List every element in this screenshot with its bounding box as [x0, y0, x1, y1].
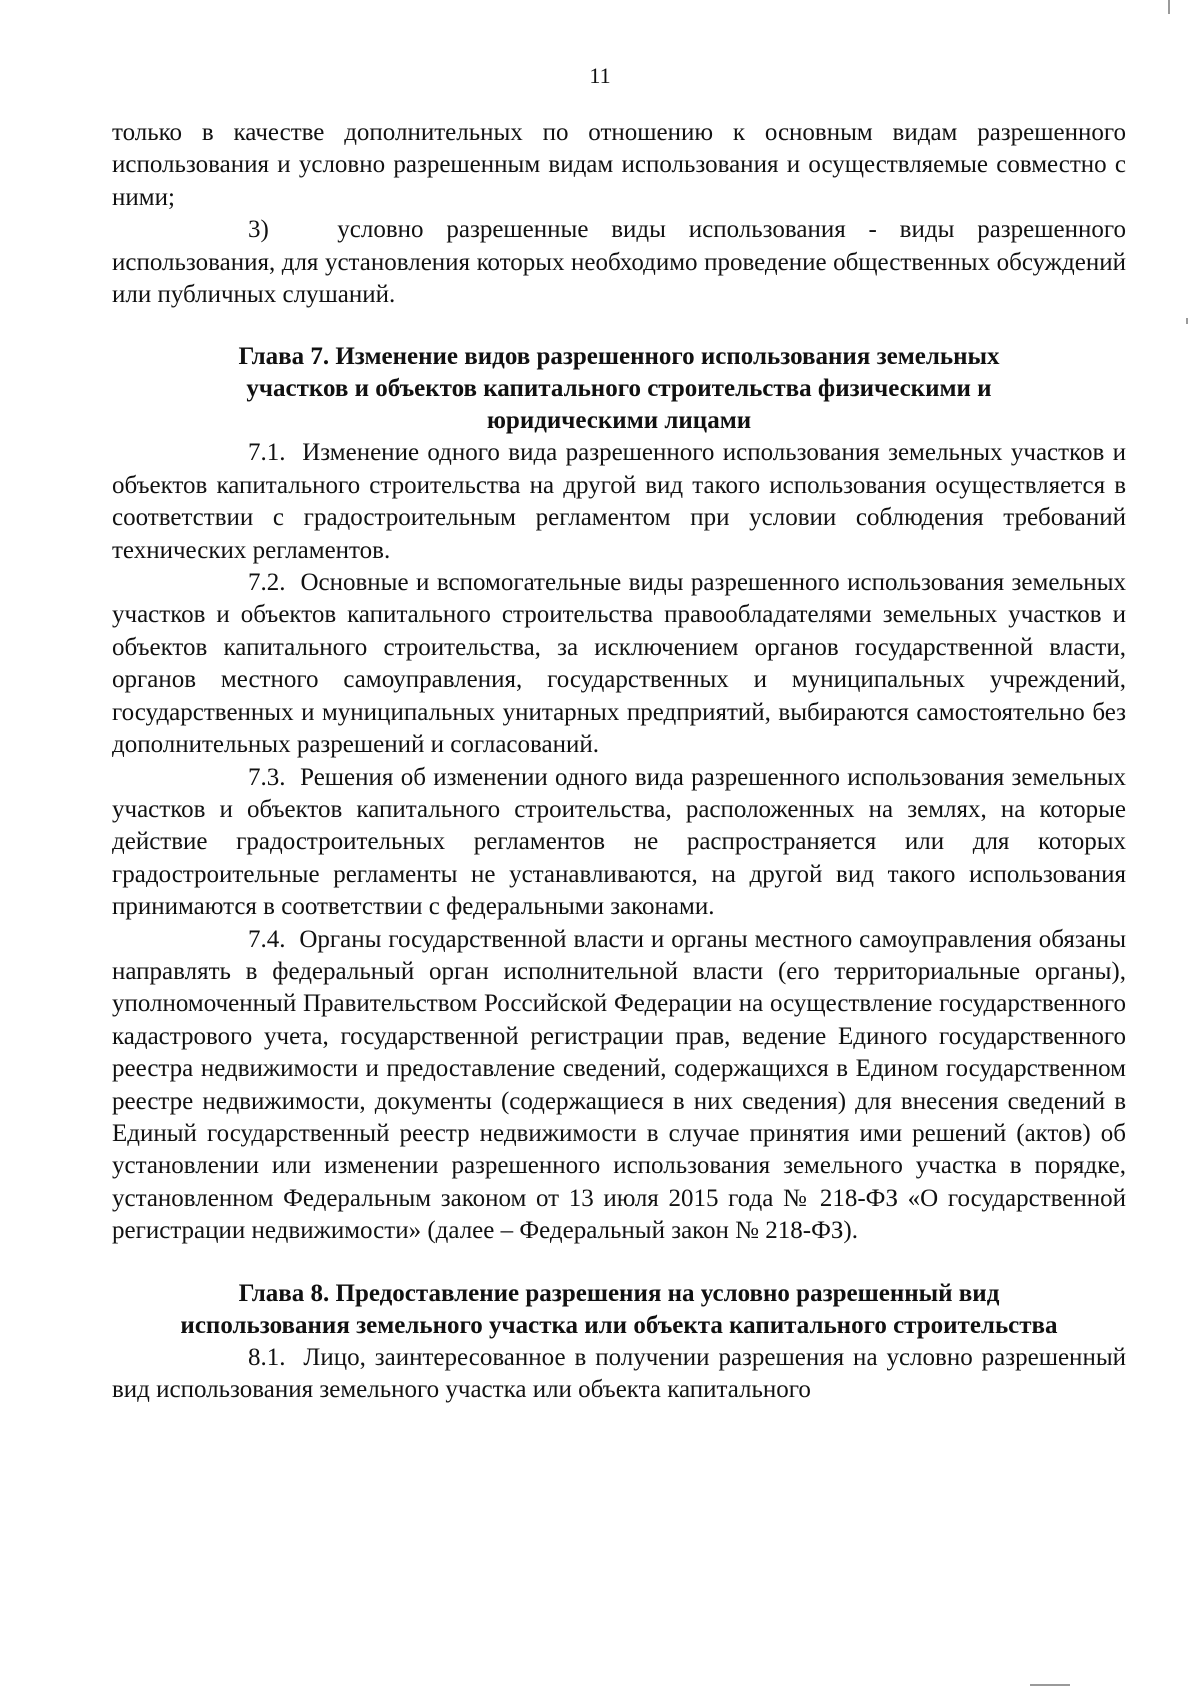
paragraph-text: Решения об изменении одного вида разрешенного использования земельных участков и объектов капитального строительства, расположенных на землях, на которые действие градостроительных регламентов не распространяется или для которых градостроительные регламенты не устанавливаются, на другой вид такого использования принимаются в соответствии с федеральными законами.	[112, 763, 1126, 921]
paragraph-7-1	[112, 437, 1126, 567]
chapter-8-heading	[112, 1278, 1126, 1342]
paragraph-7-2	[112, 567, 1126, 761]
list-item-text: условно разрешенные виды использования - виды разрешенного использования, для установления которых необходимо проведение общественных обсуждений или публичных слушаний.	[112, 216, 1126, 309]
scan-artifact-right	[1186, 318, 1188, 324]
paragraph-7-4	[112, 924, 1126, 1248]
list-item-3	[112, 214, 1126, 311]
paragraph-number: 7.2.	[248, 569, 286, 597]
document-body	[112, 117, 1126, 1406]
paragraph-7-3	[112, 762, 1126, 924]
chapter-7-title-line-1: Глава 7. Изменение видов разрешенного использования земельных	[238, 343, 1000, 371]
paragraph-text: Изменение одного вида разрешенного использования земельных участков и объектов капитального строительства на другой вид такого использования осуществляется в соответствии с градостроительным регламентом при условии соблюдения требований технических регламентов.	[112, 439, 1126, 564]
paragraph-number: 7.4.	[248, 925, 286, 953]
scan-artifact-top	[1168, 0, 1170, 14]
chapter-7-title-line-2: участков и объектов капитального строительства физическими и	[246, 375, 992, 403]
paragraph-text: Основные и вспомогательные виды разрешенного использования земельных участков и объектов капитального строительства правообладателями земельных участков и объектов капитального строительства, за исключением органов государственной власти, органов местного самоуправления, государственных и муниципальных учреждений, государственных и муниципальных унитарных предприятий, выбираются самостоятельно без дополнительных разрешений и согласований.	[112, 569, 1126, 759]
paragraph-text: Органы государственной власти и органы местного самоуправления обязаны направлять в федеральный орган исполнительной власти (его территориальные органы), уполномоченный Правительством Российской Федерации на осуществление государственного кадастрового учета, государственной регистрации прав, ведение Единого государственного реестра недвижимости и предоставление сведений, содержащихся в Едином государственном реестре недвижимости, документы (содержащиеся в них сведения) для внесения сведений в Единый государственный реестр недвижимости в случае принятия ими решений (актов) об установлении или изменении разрешенного использования земельного участка в порядке, установленном Федеральным законом от 13 июля 2015 года № 218-ФЗ «О государственной регистрации недвижимости» (далее – Федеральный закон № 218-ФЗ).	[112, 925, 1126, 1245]
paragraph-text: Лицо, заинтересованное в получении разрешения на условно разрешенный вид использования земельного участка или объекта капитального	[112, 1343, 1126, 1403]
paragraph-number: 8.1.	[248, 1343, 286, 1371]
intro-paragraph: только в качестве дополнительных по отношению к основным видам разрешенного использования и условно разрешенным видам использования и осуществляемые совместно с ними;	[112, 119, 1126, 211]
paragraph-number: 7.1.	[248, 439, 286, 467]
chapter-7-title-line-3: юридическими лицами	[486, 407, 752, 435]
chapter-7-heading	[112, 341, 1126, 437]
chapter-8-title-line-1: Глава 8. Предоставление разрешения на условно разрешенный вид	[238, 1279, 1000, 1307]
page-number: 11	[589, 63, 611, 88]
chapter-8-title-line-2: использования земельного участка или объекта капитального строительства	[180, 1311, 1058, 1339]
scan-artifact-bottom	[1030, 1684, 1070, 1686]
paragraph-8-1	[112, 1342, 1126, 1407]
list-item-number: 3)	[248, 216, 269, 244]
paragraph-number: 7.3.	[248, 763, 286, 791]
